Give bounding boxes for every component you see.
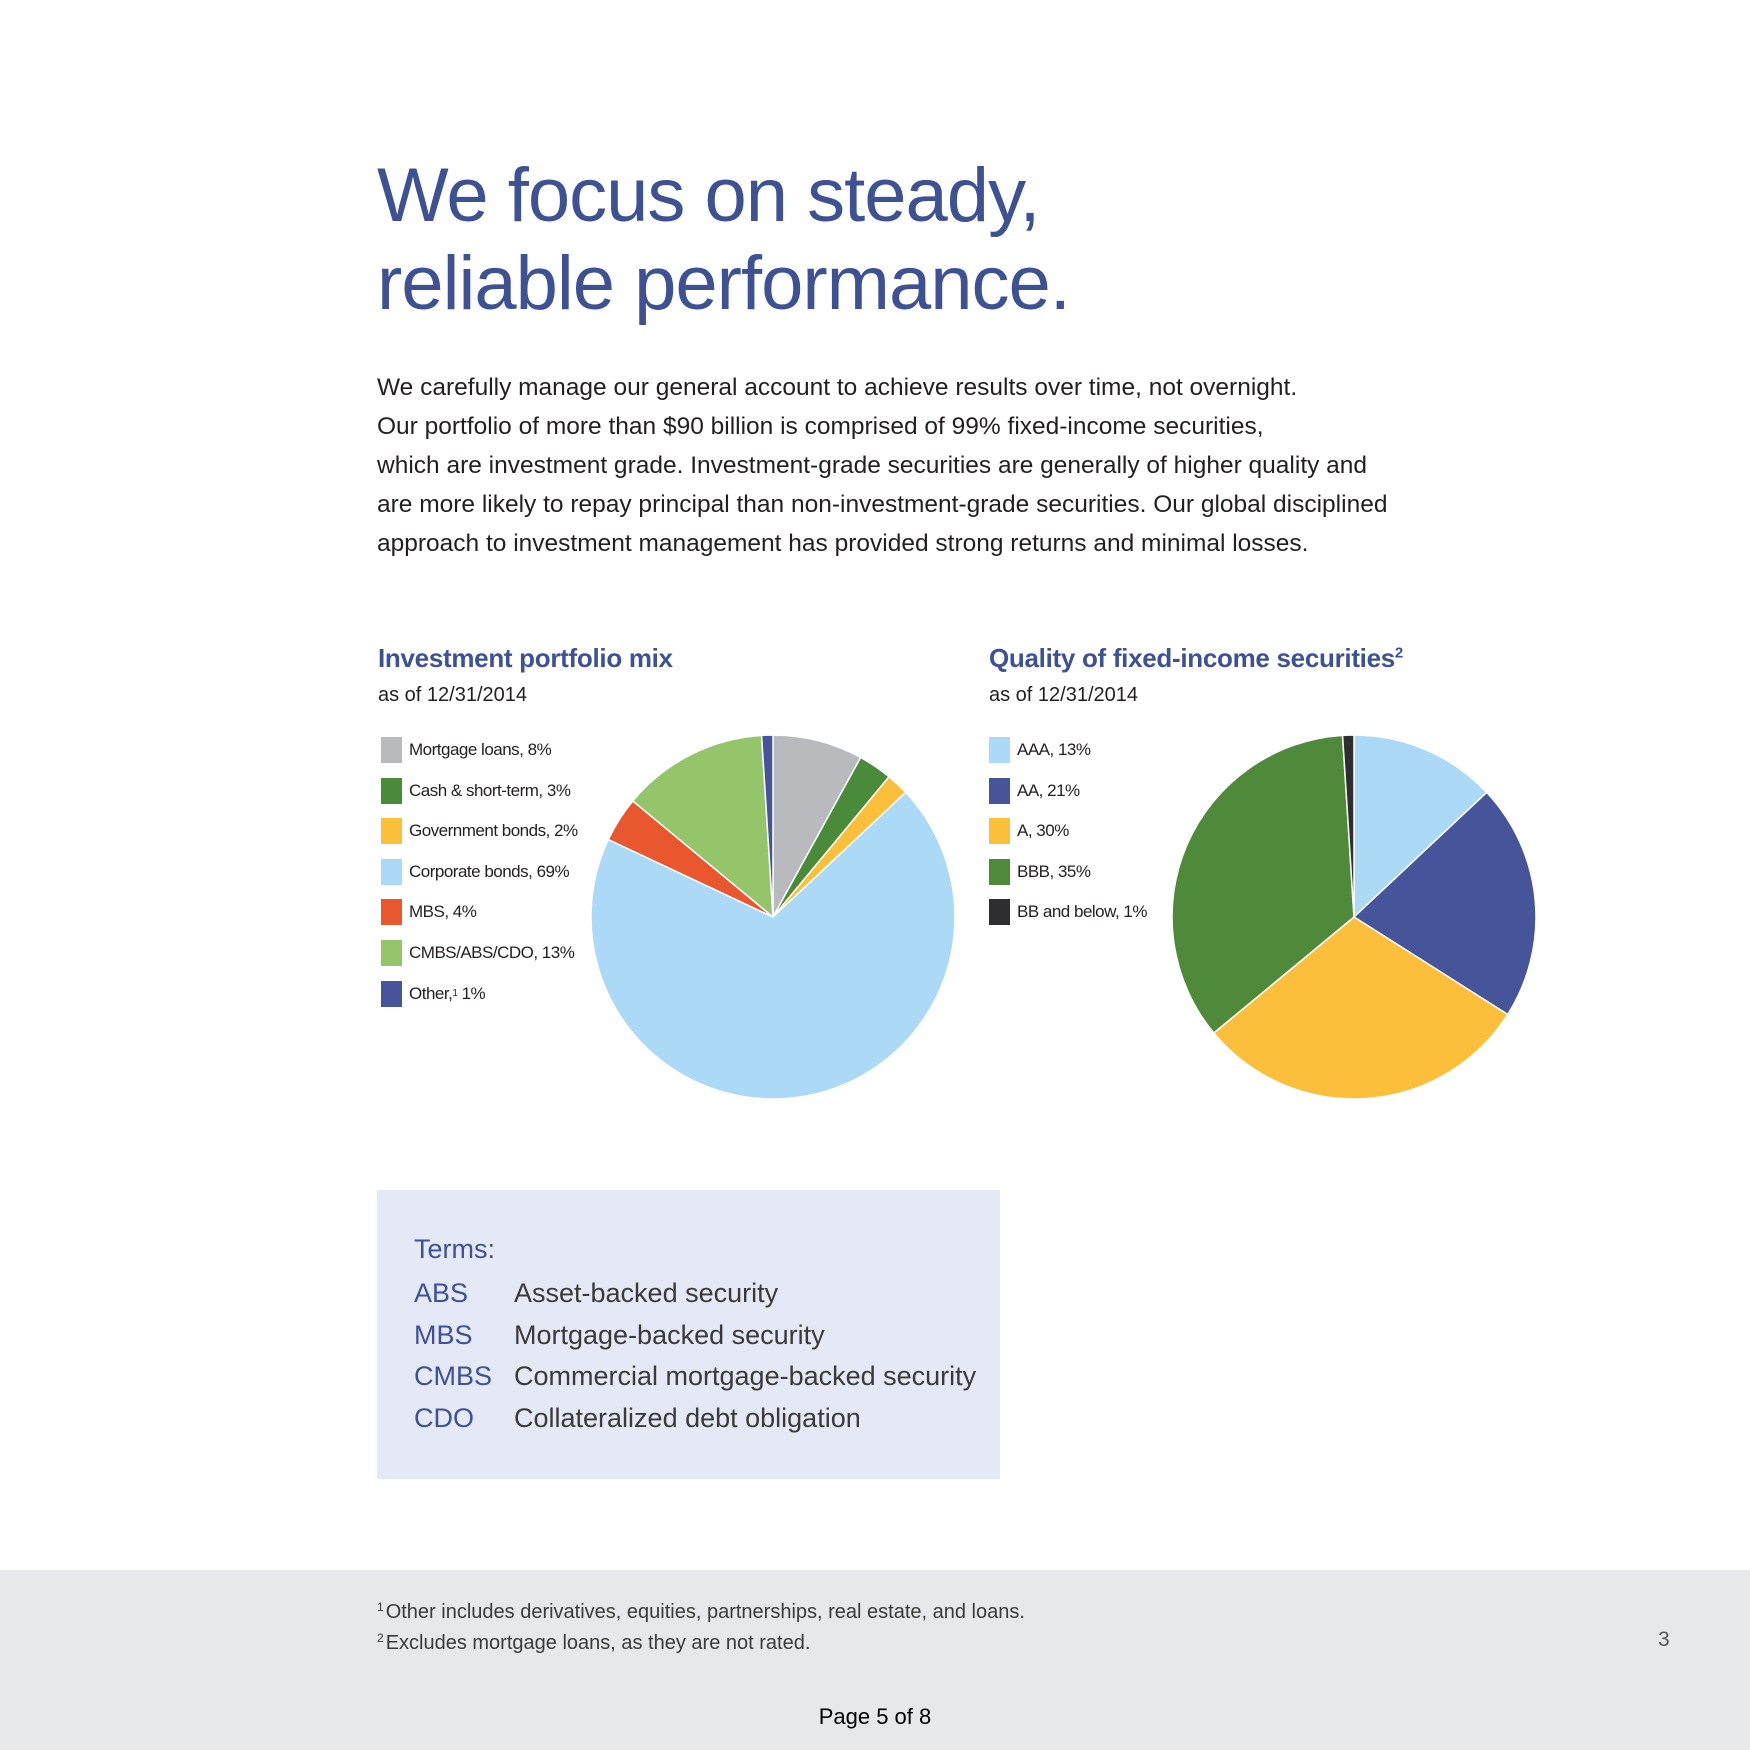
terms-box: [377, 1190, 1000, 1479]
legend-swatch: [989, 737, 1010, 763]
page-indicator: Page 5 of 8: [818, 1704, 932, 1729]
footnote-marker: 2: [377, 1631, 384, 1645]
chart-title-text: Quality of fixed-income securities: [989, 643, 1395, 673]
legend-item: [381, 776, 570, 806]
term-abbreviation: MBS: [414, 1320, 473, 1350]
legend-item: [381, 735, 551, 765]
chart-title-portfolio-mix: [378, 643, 673, 674]
legend-item: [381, 857, 569, 887]
chart-subtitle-fixed-income-quality: as of 12/31/2014: [989, 684, 1139, 706]
legend-label: Cash & short-term, 3%: [409, 780, 571, 800]
term-abbreviation: CDO: [414, 1403, 474, 1433]
legend-item: [989, 735, 1091, 765]
legend-swatch: [989, 778, 1010, 804]
pie-chart-fixed-income-quality: [1164, 727, 1544, 1107]
legend-swatch: [989, 818, 1010, 844]
term-definition: Commercial mortgage-backed security: [514, 1361, 977, 1391]
terms-title: Terms:: [414, 1234, 495, 1264]
legend-label: AAA, 13%: [1017, 740, 1091, 759]
footnote-2: [377, 1631, 810, 1655]
headline-line-1: We focus on steady,: [377, 153, 1040, 238]
headline-line-2: reliable performance.: [377, 241, 1070, 326]
footnote-text: Other includes derivatives, equities, partnerships, real estate, and loans.: [385, 1601, 1025, 1623]
legend-label: BB and below, 1%: [1017, 902, 1147, 922]
legend-swatch: [989, 859, 1010, 885]
chart-title-fixed-income-quality: [989, 643, 1403, 674]
legend-swatch: [381, 818, 402, 844]
pie-chart-portfolio-mix: [583, 727, 963, 1107]
legend-label: Other,: [409, 983, 453, 1003]
intro-line: are more likely to repay principal than non-investment-grade securities. Our global disciplined: [377, 491, 1388, 518]
page-headline: [377, 152, 1377, 328]
footnote-marker: 1: [452, 988, 458, 1000]
legend-item: [989, 776, 1080, 806]
page-number: 3: [1658, 1628, 1670, 1651]
legend-item: [381, 979, 485, 1009]
legend-swatch: [381, 981, 402, 1007]
footnote-marker: 1: [377, 1600, 384, 1614]
footnote-marker: 2: [1394, 644, 1403, 662]
intro-line: Our portfolio of more than $90 billion is comprised of 99% fixed-income securities,: [377, 413, 1264, 440]
legend-label: BBB, 35%: [1017, 861, 1091, 881]
term-abbreviation: ABS: [414, 1278, 469, 1308]
footnote-text: Excludes mortgage loans, as they are not rated.: [385, 1632, 811, 1654]
legend-label: AA, 21%: [1017, 780, 1080, 800]
legend-item: [989, 816, 1069, 846]
intro-line: We carefully manage our general account to achieve results over time, not overnight.: [377, 374, 1298, 401]
intro-line: which are investment grade. Investment-grade securities are generally of higher quality and: [377, 452, 1368, 479]
legend-label: Government bonds, 2%: [409, 821, 578, 841]
legend-label: CMBS/ABS/CDO, 13%: [409, 943, 575, 962]
chart-title-text: Investment portfolio mix: [378, 643, 673, 673]
legend-swatch: [381, 737, 402, 763]
page-footer: [0, 1570, 1750, 1750]
chart-subtitle-portfolio-mix: as of 12/31/2014: [378, 684, 528, 706]
intro-line: approach to investment management has provided strong returns and minimal losses.: [377, 530, 1309, 557]
intro-paragraph: [377, 368, 1417, 563]
legend-swatch: [989, 899, 1010, 925]
legend-item: [381, 938, 574, 968]
legend-item: [381, 897, 476, 927]
legend-item: [989, 857, 1091, 887]
legend-label: Corporate bonds, 69%: [409, 861, 570, 881]
legend-item: [989, 897, 1147, 927]
legend-label-suffix: 1%: [457, 983, 486, 1003]
legend-item: [381, 816, 578, 846]
legend-swatch: [381, 778, 402, 804]
footnote-1: [377, 1600, 1025, 1624]
term-definition: Collateralized debt obligation: [514, 1403, 861, 1433]
term-definition: Mortgage-backed security: [514, 1320, 825, 1350]
term-definition: Asset-backed security: [514, 1278, 779, 1308]
legend-label: Mortgage loans, 8%: [409, 740, 552, 759]
legend-label: A, 30%: [1017, 821, 1069, 841]
legend-swatch: [381, 940, 402, 966]
legend-swatch: [381, 899, 402, 925]
legend-swatch: [381, 859, 402, 885]
legend-label: MBS, 4%: [409, 902, 477, 922]
term-abbreviation: CMBS: [414, 1361, 493, 1391]
